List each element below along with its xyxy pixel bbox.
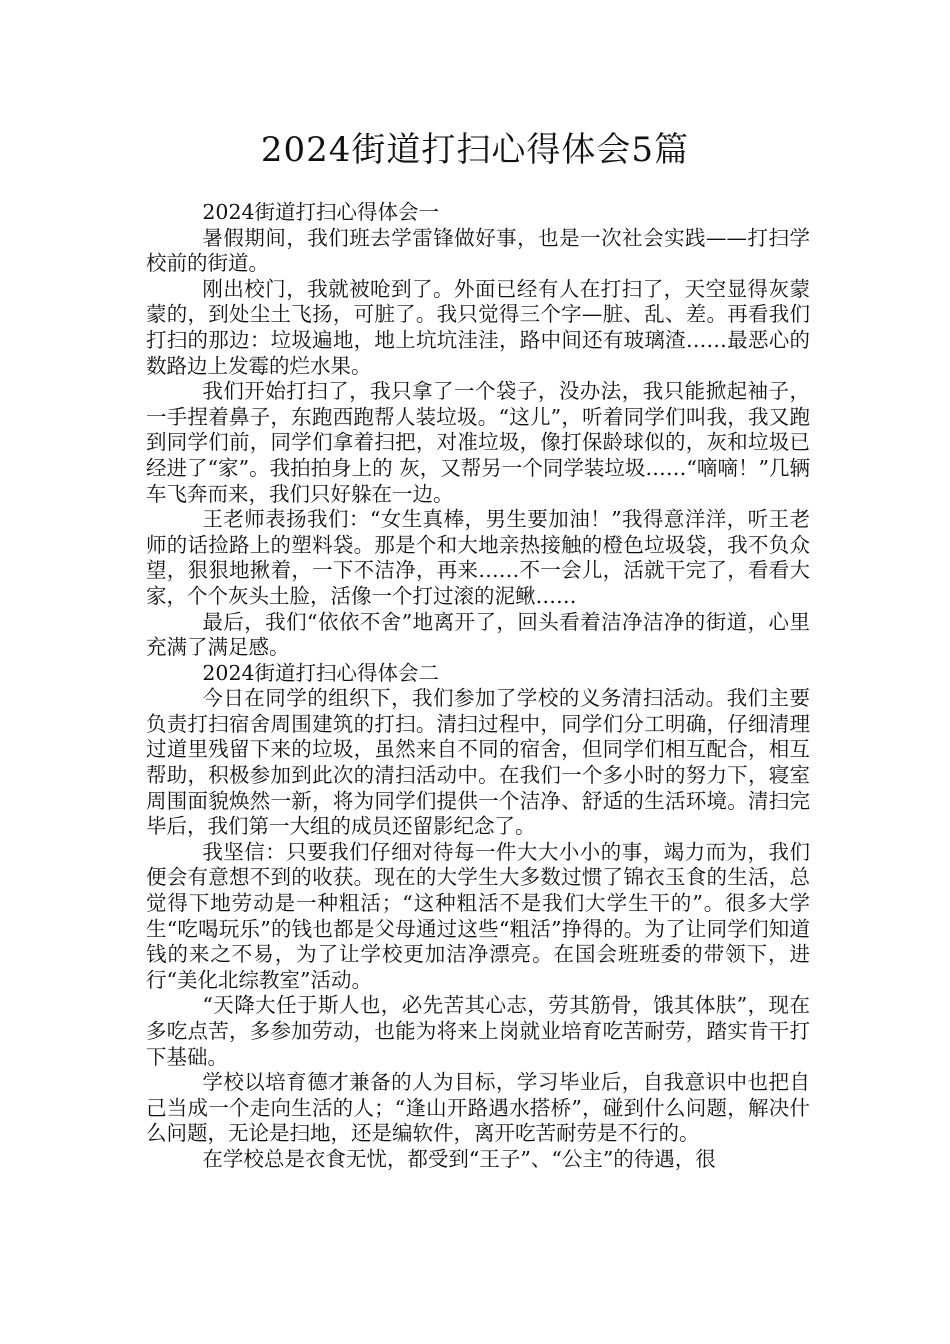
paragraph: 我们开始打扫了，我只拿了一个袋子，没办法，我只能掀起袖子，一手捏着鼻子，东跑西跑帮人装垃圾。“这儿”，听着同学们叫我，我又跑到同学们前，同学们拿着扫把，对准垃圾，像打保龄球似的，灰和垃圾已经进了“家”。我拍拍身上的 灰，又帮另一个同学装垃圾……“嘀嘀！”几辆车飞奔而来，我们只好躲在一边。	[146, 379, 810, 506]
paragraph: 王老师表扬我们：“女生真棒，男生要加油！”我得意洋洋，听王老师的话捡路上的塑料袋。那是个和大地亲热接触的橙色垃圾袋，我不负众望，狠狠地揪着，一下不洁净，再来……不一会儿，活就干完了，看看大家，个个灰头土脸，活像一个打过滚的泥鳅……	[146, 507, 810, 608]
paragraph: 暑假期间，我们班去学雷锋做好事，也是一次社会实践——打扫学校前的街道。	[146, 225, 810, 276]
paragraph: 今日在同学的组织下，我们参加了学校的义务清扫活动。我们主要负责打扫宿舍周围建筑的打扫。清扫过程中，同学们分工明确，仔细清理过道里残留下来的垃圾，虽然来自不同的宿舍，但同学们相互配合，相互帮助，积极参加到此次的清扫活动中。在我们一个多小时的努力下，寝室周围面貌焕然一新，将为同学们提供一个洁净、舒适的生活环境。清扫完毕后，我们第一大组的成员还留影纪念了。	[146, 686, 810, 839]
paragraph: 刚出校门，我就被呛到了。外面已经有人在打扫了，天空显得灰蒙蒙的，到处尘土飞扬，可脏了。我只觉得三个字—脏、乱、差。再看我们打扫的那边：垃圾遍地，地上坑坑洼洼，路中间还有玻璃渣……最恶心的数路边上发霉的烂水果。	[146, 276, 810, 378]
paragraph: “天降大任于斯人也，必先苦其心志，劳其筋骨，饿其体肤”，现在多吃点苦，多参加劳动，也能为将来上岗就业培育吃苦耐劳，踏实肯干打下基础。	[146, 993, 810, 1069]
paragraph: 最后，我们“依依不舍”地离开了，回头看着洁净洁净的街道，心里充满了满足感。	[146, 609, 810, 660]
paragraph: 在学校总是衣食无忧，都受到“王子”、“公主”的待遇，很	[202, 1146, 716, 1171]
paragraph: 我坚信：只要我们仔细对待每一件大大小小的事，竭力而为，我们便会有意想不到的收获。现在的大学生大多数过惯了锦衣玉食的生活，总觉得下地劳动是一种粗活；“这种粗活不是我们大学生干的”。很多大学生“吃喝玩乐”的钱也都是父母通过这些“粗活”挣得的。为了让同学们知道钱的来之不易，为了让学校更加洁净漂亮。在国会班班委的带领下，进行“美化北综教室”活动。	[146, 839, 810, 992]
paragraph: 学校以培育德才兼备的人为目标，学习毕业后，自我意识中也把自己当成一个走向生活的人；“逢山开路遇水搭桥”，碰到什么问题，解决什么问题，无论是扫地，还是编软件，离开吃苦耐劳是不行的。	[146, 1070, 810, 1146]
document-body	[146, 200, 810, 1173]
document-title: 2024街道打扫心得体会5篇	[260, 130, 690, 170]
section-heading-two: 2024街道打扫心得体会二	[202, 660, 440, 685]
section-heading-one: 2024街道打扫心得体会一	[202, 200, 440, 224]
